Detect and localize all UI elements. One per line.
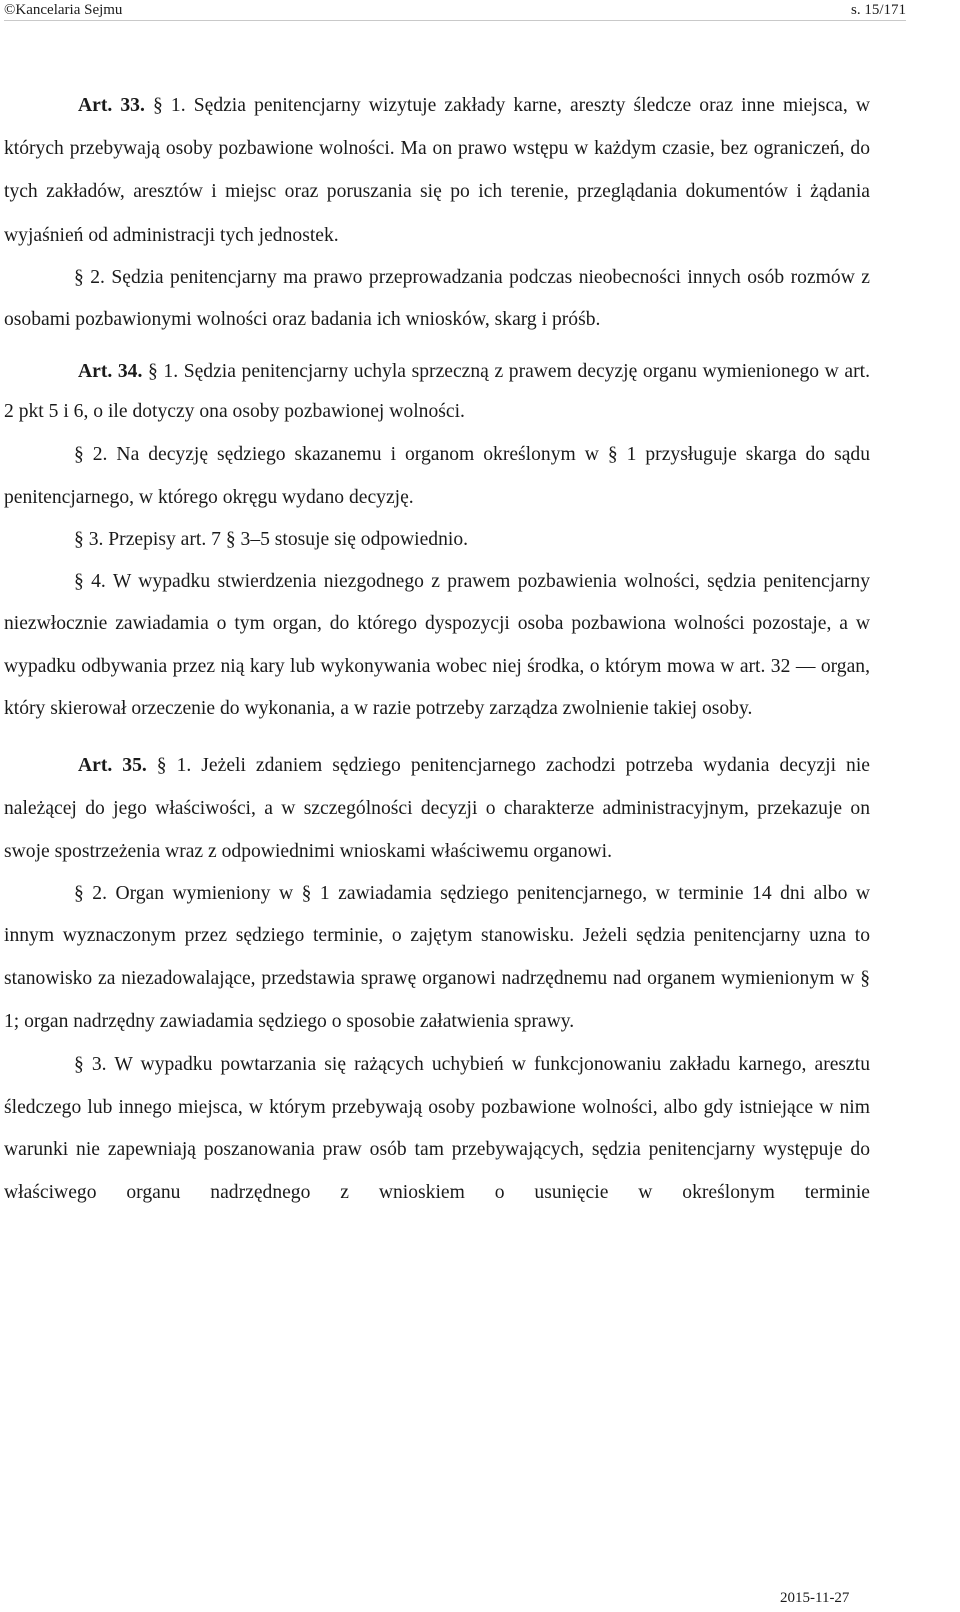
page-number: s. 15/171 <box>850 2 906 18</box>
copyright-label: ©Kancelaria Sejmu <box>4 2 123 18</box>
paragraph-art-35-2 <box>4 873 870 1044</box>
paragraph-text: § 1. Jeżeli zdaniem sędziego penitencjarnego zachodzi potrzeba wydania decyzji nie należącej do jego właściwości, a w szczególności decyzji o charakterze administracyjnym, przekazuje on swoje spostrzeżenia wraz z odpowiednimi wnioskami właściwemu organowi. <box>4 754 870 862</box>
header-divider <box>4 20 906 21</box>
paragraph-art-33-2 <box>4 257 870 342</box>
paragraph-art-35-3 <box>4 1044 870 1215</box>
paragraph-text: § 2. Organ wymieniony w § 1 zawiadamia sędziego penitencjarnego, w terminie 14 dni albo w innym wyznaczonym przez sędziego terminie, o zajętym stanowisku. Jeżeli sędzia penitencjarny uzna to stanowisko za niezadowalające, przedstawia sprawę organowi nadrzędnemu nad organem wymienionym w § 1; organ nadrzędny zawiadamia sędziego o sposobie załatwienia sprawy. <box>4 882 870 1033</box>
paragraph-text: § 2. Na decyzję sędziego skazanemu i organom określonym w § 1 przysługuje skarga do sądu penitencjarnego, w którego okręgu wydano decyzję. <box>4 443 870 508</box>
paragraph-text: § 3. W wypadku powtarzania się rażących uchybień w funkcjonowaniu zakładu karnego, aresztu śledczego lub innego miejsca, w którym przebywają osoby pozbawione wolności, albo gdy istniejące w nim warunki nie zapewniają poszanowania praw osób tam przebywających, sędzia penitencjarny występuje do właściwego organu nadrzędnego z wnioskiem o usunięcie w określonym terminie <box>4 1053 870 1204</box>
article-number: Art. 35. <box>78 754 147 776</box>
paragraph-art-35-1 <box>4 744 870 873</box>
paragraph-art-34-1 <box>4 352 870 433</box>
paragraph-art-34-2 <box>4 433 870 519</box>
paragraph-text: § 4. W wypadku stwierdzenia niezgodnego z prawem pozbawienia wolności, sędzia penitencjarny niezwłocznie zawiadamia o tym organ, do którego dyspozycji osoba pozbawiona wolności pozostaje, a w wypadku odbywania przez nią kary lub wykonywania wobec niej środka, o którym mowa w art. 32 — organ, który skierował orzeczenie do wykonania, a w razie potrzeby zarządza zwolnienie takiej osoby. <box>4 570 870 720</box>
page-header <box>4 0 906 20</box>
paragraph-text: § 1. Sędzia penitencjarny wizytuje zakłady karne, areszty śledcze oraz inne miejsca, w których przebywają osoby pozbawione wolności. Ma on prawo wstępu w każdym czasie, bez ograniczeń, do tych zakładów, aresztów i miejsc oraz poruszania się po ich terenie, przeglądania dokumentów i żądania wyjaśnień od administracji tych jednostek. <box>4 95 870 246</box>
paragraph-text: § 1. Sędzia penitencjarny uchyla sprzeczną z prawem decyzję organu wymienionego w art. 2 pkt 5 i 6, o ile dotyczy ona osoby pozbawionej wolności. <box>4 360 870 423</box>
paragraph-text: § 2. Sędzia penitencjarny ma prawo przeprowadzania podczas nieobecności innych osób rozmów z osobami pozbawionymi wolności oraz badania ich wniosków, skarg i próśb. <box>4 266 870 331</box>
paragraph-art-34-3 <box>4 519 870 561</box>
article-number: Art. 34. <box>78 360 143 382</box>
paragraph-text: § 3. Przepisy art. 7 § 3–5 stosuje się odpowiednio. <box>74 528 469 550</box>
page-footer-date: 2015-11-27 <box>780 1590 850 1606</box>
paragraph-art-33-1 <box>4 84 870 257</box>
document-body <box>4 84 870 1215</box>
paragraph-art-34-4 <box>4 561 870 731</box>
article-number: Art. 33. <box>78 95 145 116</box>
